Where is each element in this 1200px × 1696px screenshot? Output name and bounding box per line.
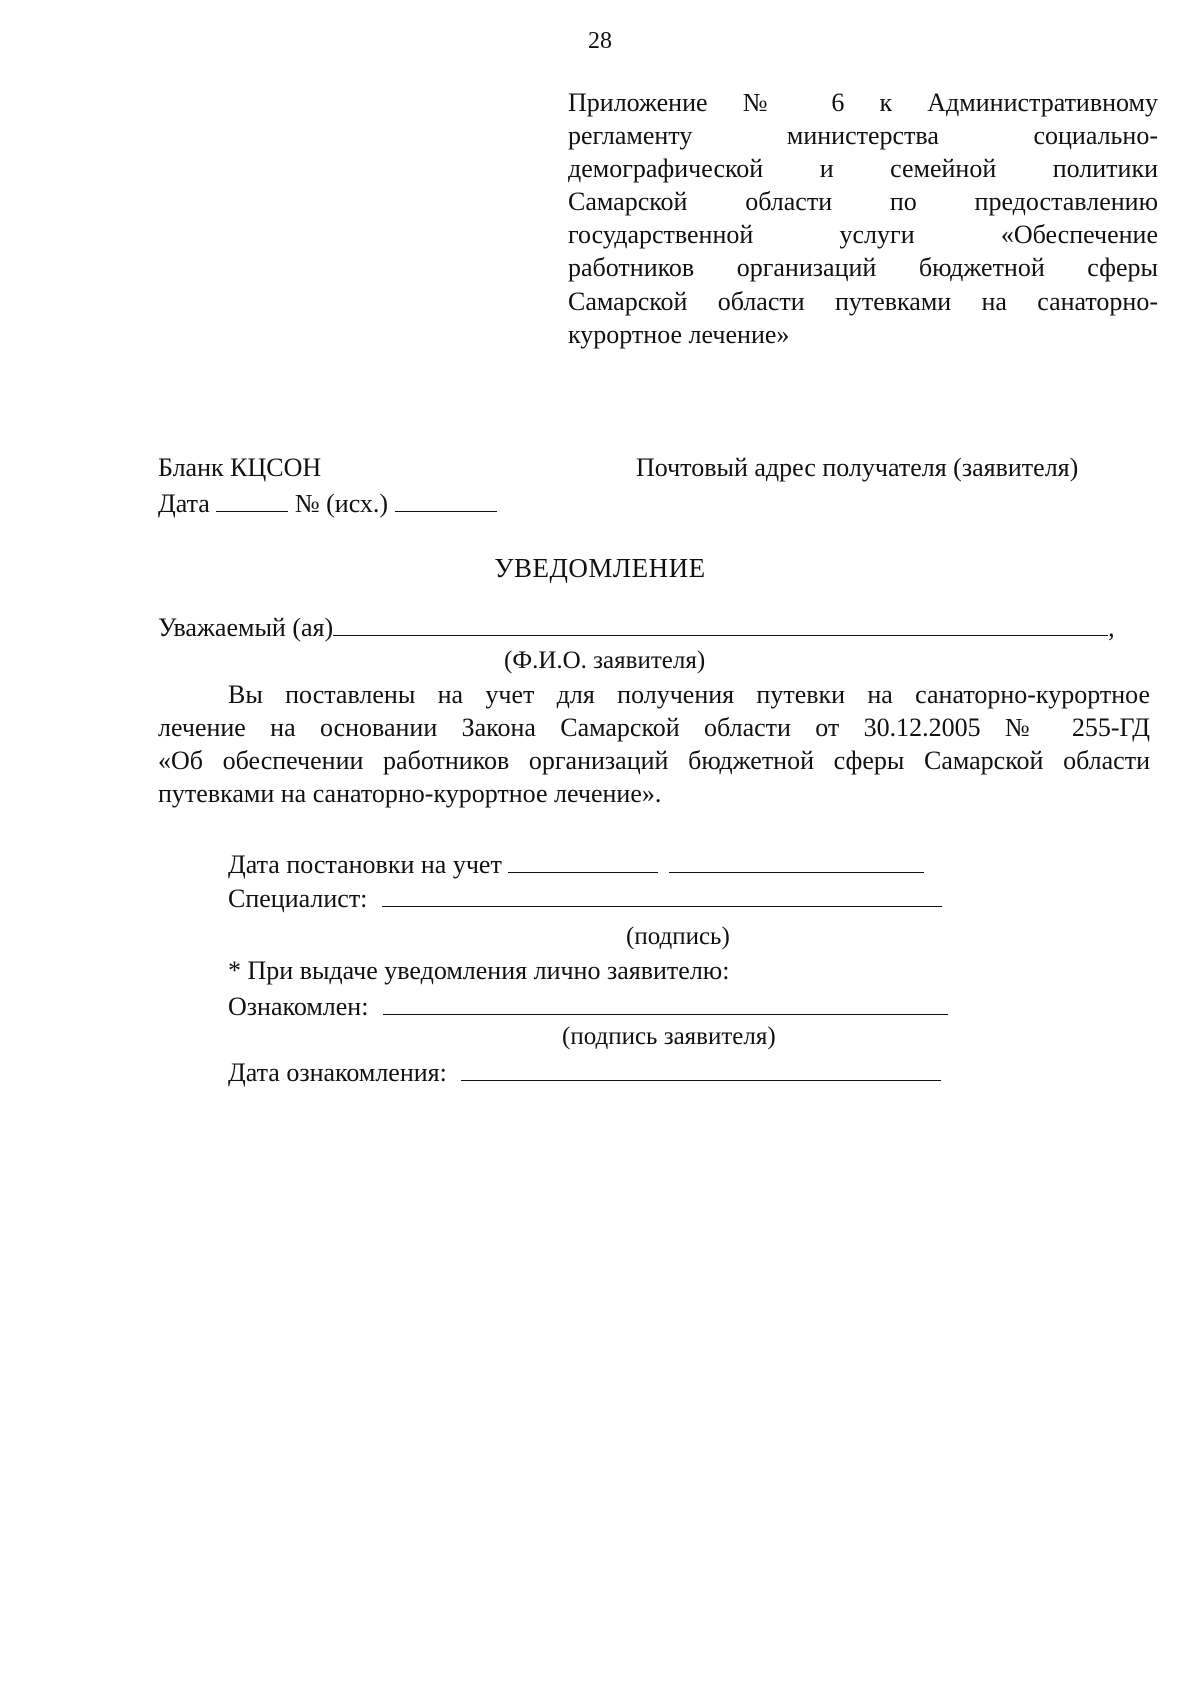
document-title: УВЕДОМЛЕНИЕ bbox=[494, 553, 706, 583]
applicant-name-line bbox=[333, 634, 1108, 636]
salutation-row bbox=[158, 613, 1115, 643]
outgoing-number-label: № (исх.) bbox=[294, 489, 389, 518]
appendix-line: Самарской области путевками на санаторно- bbox=[568, 286, 1158, 316]
registration-date-line-1 bbox=[508, 871, 658, 873]
number-blank-line bbox=[395, 510, 497, 512]
date-label: Дата bbox=[158, 489, 210, 518]
applicant-name-caption: (Ф.И.О. заявителя) bbox=[504, 647, 706, 674]
appendix-reference bbox=[568, 86, 1158, 351]
acquaintance-date-label: Дата ознакомления: bbox=[228, 1058, 447, 1087]
appendix-line: демографической и семейной политики bbox=[568, 154, 1158, 184]
acquainted-row bbox=[228, 992, 948, 1022]
recipient-address-label: Почтовый адрес получателя (заявителя) bbox=[636, 453, 1079, 482]
body-line: путевками на санаторно-курортное лечение». bbox=[158, 779, 662, 808]
body-line: Вы поставлены на учет для получения путевки на санаторно-курортное bbox=[228, 680, 1150, 709]
registration-date-row bbox=[228, 850, 924, 880]
body-line: «Об обеспечении работников организаций бюджетной сферы Самарской области bbox=[158, 746, 1150, 775]
registration-date-line-2 bbox=[669, 871, 924, 873]
specialist-signature-line bbox=[382, 905, 942, 907]
blank-label: Бланк КЦСОН bbox=[158, 453, 322, 482]
body-line: лечение на основании Закона Самарской области от 30.12.2005 № 255-ГД bbox=[158, 713, 1150, 742]
salutation-comma: , bbox=[1108, 613, 1115, 642]
personal-delivery-note: * При выдаче уведомления лично заявителю: bbox=[228, 956, 730, 985]
registration-date-label: Дата постановки на учет bbox=[228, 850, 502, 879]
signature-caption: (подпись) bbox=[626, 923, 730, 950]
specialist-label: Специалист: bbox=[228, 884, 368, 913]
date-number-row bbox=[158, 489, 497, 519]
date-blank-line bbox=[216, 510, 288, 512]
appendix-line: Приложение № 6 к Административному bbox=[568, 88, 1158, 117]
acquaintance-date-row bbox=[228, 1058, 941, 1088]
acquaintance-date-line bbox=[461, 1079, 941, 1081]
appendix-line: государственной услуги «Обеспечение bbox=[568, 220, 1158, 250]
applicant-signature-line bbox=[383, 1013, 948, 1015]
appendix-line: курортное лечение» bbox=[568, 319, 790, 349]
appendix-line: регламенту министерства социально- bbox=[568, 121, 1158, 151]
appendix-line: работников организаций бюджетной сферы bbox=[568, 253, 1158, 283]
acquainted-label: Ознакомлен: bbox=[228, 992, 369, 1021]
appendix-line: Самарской области по предоставлению bbox=[568, 187, 1158, 217]
page-number: 28 bbox=[588, 28, 612, 54]
salutation-label: Уважаемый (ая) bbox=[158, 613, 334, 642]
specialist-row bbox=[228, 884, 942, 914]
notice-body bbox=[158, 678, 1150, 810]
applicant-signature-caption: (подпись заявителя) bbox=[562, 1023, 776, 1050]
